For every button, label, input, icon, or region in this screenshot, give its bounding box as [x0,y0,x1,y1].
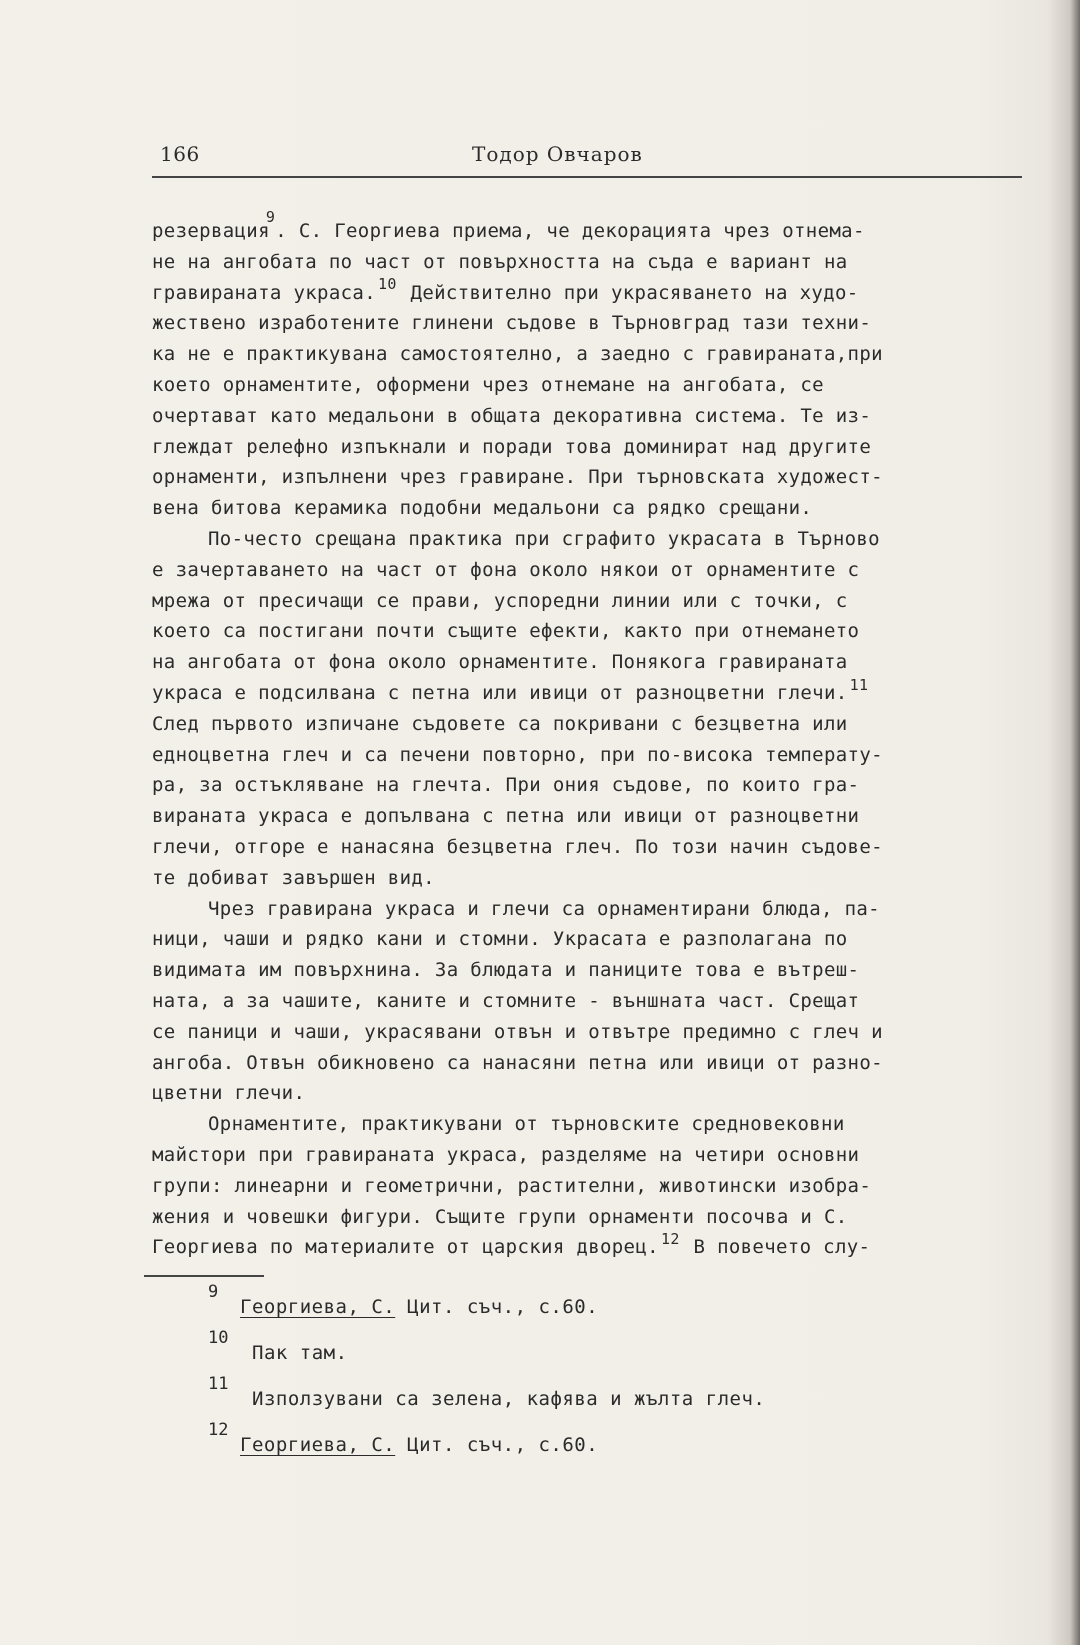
text-line: ници, чаши и рядко кани и стомни. Украсата е разполагана по [152,928,848,951]
text-line: резервация$^9$. С. Георгиева приема, че декорацията чрез отнема- [152,207,865,242]
footnote-ref: 11 [849,675,869,694]
text-line: мрежа от пресичащи се прави, успоредни линии или с точки, с [152,589,848,612]
text-line: гравираната украса. $^{10}$ Действително при украсяването на худо- [152,275,859,304]
footnote [200,1328,960,1374]
page-number: 166 [160,142,200,166]
text-line: Чрез гравирана украса и глечи са орнаментирани блюда, па- [208,897,880,920]
text-line: на ангобата от фона около орнаментите. Понякога гравираната [152,651,848,674]
text-line: е зачертаването на част от фона около някои от орнаментите с [152,558,860,581]
footnote-ref: 9 [265,207,276,226]
text-line: едноцветна глеч и са печени повторно, при по-висока температу- [152,743,883,766]
footnote-divider [144,1275,264,1277]
footnote-ref: 10 [378,275,397,294]
footnote-ref: 12 [660,1229,680,1248]
footnote-text: Георгиева, С. Цит. съч., с.60. [240,1296,599,1318]
footnote-author: Георгиева, С. [240,1296,396,1318]
footnote-text: Пак там. [252,1342,348,1364]
text-line: орнаменти, изпълнени чрез гравиране. При търновската художест- [152,466,883,489]
running-title: Тодор Овчаров [472,142,643,166]
text-line: След първото изпичане съдовете са покривани с безцветна или [152,712,848,735]
text-line: жествено изработените глинени съдове в Търновград тази техни- [152,312,872,335]
text-line: което са постигани почти същите ефекти, както при отнемането [152,620,860,643]
text-line: не на ангобата по част от повърхността на съда е вариант на [152,250,848,273]
text-line: По-често срещана практика при сграфито украсата в Търново [208,527,880,550]
text-line: глечи, отгоре е нанасяна безцветна глеч. По този начин съдове- [152,835,883,858]
text-line: се паници и чаши, украсявани отвън и отвътре предимно с глеч и [152,1020,883,1043]
text-line: глеждат релефно изпъкнали и поради това доминират над другите [152,435,872,458]
text-line: те добиват завършен вид. [152,866,435,889]
footnote [200,1282,960,1328]
text-line: украса е подсилвана с петна или ивици от разноцветни глечи. $^{11}$ [152,675,869,704]
footnote [200,1420,960,1466]
text-line: Орнаментите, практикувани от търновските средновековни [208,1113,845,1136]
text-line: вираната украса е допълвана с петна или ивици от разноцветни [152,805,860,828]
footnote-text: Използувани са зелена, кафява и жълта глеч. [252,1388,766,1410]
text-line: Георгиева по материалите от царския дворец. $^{12}$ В повечето слу- [152,1229,871,1259]
text-line: ната, а за чашите, каните и стомните - външната част. Срещат [152,989,860,1012]
text-line: цветни глечи. [152,1082,306,1105]
text-line: вена битова керамика подобни медальони са рядко срещани. [152,497,813,520]
footnote-number: 11 [208,1374,229,1394]
footnote-number: 9 [208,1282,219,1302]
text-line: очертават като медальони в общата декоративна система. Те из- [152,404,872,427]
footnote-text: Георгиева, С. Цит. съч., с.60. [240,1434,599,1456]
footnote-author: Георгиева, С. [240,1434,396,1456]
text-line: ка не е практикувана самостоятелно, а заедно с гравираната,при [152,343,883,366]
footnote-number: 10 [208,1328,229,1348]
text-line: ра, за остъкляване на глечта. При ония съдове, по които гра- [152,774,860,797]
text-line: ангоба. Отвън обикновено са нанасяни петна или ивици от разно- [152,1051,883,1074]
footnote-number: 12 [208,1420,229,1440]
body-text [152,207,1022,1263]
text-line: видимата им повърхнина. За блюдата и паниците това е вътреш- [152,959,860,982]
text-line: жения и човешки фигури. Същите групи орнаменти посочва и С. [152,1205,848,1228]
text-line: майстори при гравираната украса, разделяме на четири основни [152,1143,860,1166]
page-header [152,140,1022,178]
text-line: групи: линеарни и геометрични, растителни, животински изобра- [152,1174,872,1197]
text-line: което орнаментите, оформени чрез отнемане на ангобата, се [152,373,824,396]
footnote [200,1374,960,1420]
page-edge-shadow [1070,0,1080,1645]
